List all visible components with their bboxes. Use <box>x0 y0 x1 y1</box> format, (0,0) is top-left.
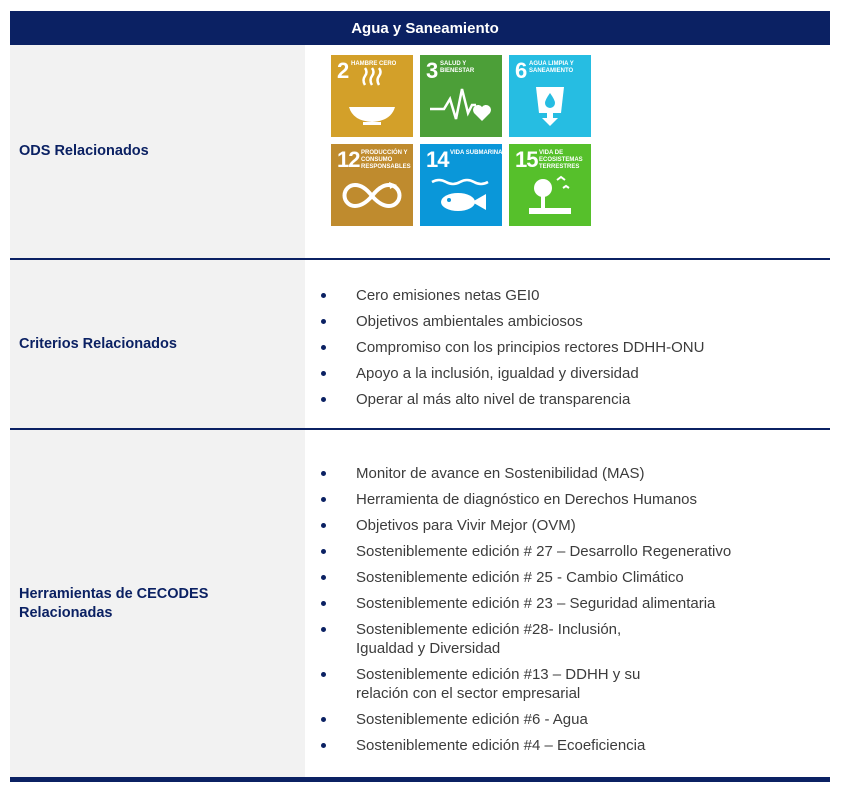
list-item: Operar al más alto nivel de transparencia <box>305 390 830 409</box>
sdg-number: 6 <box>515 58 527 83</box>
bullet-icon <box>321 743 326 748</box>
list-item: Sosteniblemente edición # 27 – Desarrollo Regenerativo <box>305 542 830 561</box>
sdg-title: HAMBRE CERO <box>351 61 397 67</box>
bullet-icon <box>321 293 326 298</box>
table-title: Agua y Saneamiento <box>351 19 499 37</box>
bullet-icon <box>321 627 326 632</box>
herramientas-list <box>305 464 830 762</box>
sdg-number: 2 <box>337 58 349 83</box>
herramientas-label-cell <box>10 430 305 777</box>
bullet-icon <box>321 471 326 476</box>
bowl-icon <box>331 55 413 137</box>
bullet-icon <box>321 717 326 722</box>
ods-label-cell <box>10 45 305 258</box>
herramientas-row <box>10 430 830 777</box>
sdg-tile-15 <box>509 144 591 226</box>
tree-icon <box>509 144 591 226</box>
fish-icon <box>420 144 502 226</box>
criterios-row <box>10 260 830 428</box>
sdg-number: 14 <box>426 147 449 172</box>
heartbeat-icon <box>420 55 502 137</box>
bullet-icon <box>321 672 326 677</box>
ods-row <box>10 45 830 258</box>
table-bottom-border <box>10 777 830 782</box>
bullet-icon <box>321 601 326 606</box>
ods-label: ODS Relacionados <box>19 143 149 159</box>
bullet-icon <box>321 575 326 580</box>
list-item: Sosteniblemente edición # 23 – Seguridad alimentaria <box>305 594 830 613</box>
infinity-icon <box>331 144 413 226</box>
criterios-label-cell <box>10 260 305 428</box>
sdg-number: 3 <box>426 58 438 83</box>
bullet-icon <box>321 397 326 402</box>
ods-icons-cell <box>305 45 830 258</box>
list-item: Objetivos ambientales ambiciosos <box>305 312 830 331</box>
sdg-tile-12 <box>331 144 413 226</box>
list-item: Compromiso con los principios rectores DDHH-ONU <box>305 338 830 357</box>
sdg-number: 15 <box>515 147 538 172</box>
table-header <box>10 11 830 45</box>
bullet-icon <box>321 497 326 502</box>
herramientas-label: Herramientas de CECODES Relacionadas <box>19 585 209 621</box>
list-item: Objetivos para Vivir Mejor (OVM) <box>305 516 830 535</box>
list-item: Sosteniblemente edición #4 – Ecoeficiencia <box>305 736 830 755</box>
sdg-tile-14 <box>420 144 502 226</box>
list-item: Sosteniblemente edición #13 – DDHH y su relación con el sector empresarial <box>305 665 830 703</box>
sdg-title: SALUD Y BIENESTAR <box>440 61 475 74</box>
list-item: Herramienta de diagnóstico en Derechos Humanos <box>305 490 830 509</box>
sdg-number: 12 <box>337 147 360 172</box>
list-item: Sosteniblemente edición #6 - Agua <box>305 710 830 729</box>
list-item: Sosteniblemente edición # 25 - Cambio Climático <box>305 568 830 587</box>
sdg-tile-2 <box>331 55 413 137</box>
sdg-title: AGUA LIMPIA Y SANEAMIENTO <box>529 61 574 74</box>
bullet-icon <box>321 371 326 376</box>
bullet-icon <box>321 319 326 324</box>
criterios-list-cell <box>305 260 830 428</box>
sdg-title: VIDA DE ECOSISTEMAS TERRESTRES <box>539 150 583 170</box>
sdg-title: PRODUCCIÓN Y CONSUMO RESPONSABLES <box>361 150 411 170</box>
water-glass-icon <box>509 55 591 137</box>
herramientas-list-cell <box>305 430 830 777</box>
sdg-tile-6 <box>509 55 591 137</box>
bullet-icon <box>321 523 326 528</box>
criterios-label: Criterios Relacionados <box>19 335 177 352</box>
bullet-icon <box>321 345 326 350</box>
sdg-title: VIDA SUBMARINA <box>450 150 502 156</box>
list-item: Sosteniblemente edición #28- Inclusión, Igualdad y Diversidad <box>305 620 830 658</box>
list-item: Monitor de avance en Sostenibilidad (MAS) <box>305 464 830 483</box>
bullet-icon <box>321 549 326 554</box>
info-table <box>10 11 830 782</box>
sdg-tile-3 <box>420 55 502 137</box>
sdg-grid <box>331 55 591 226</box>
list-item: Apoyo a la inclusión, igualdad y diversidad <box>305 364 830 383</box>
criterios-list <box>305 286 830 416</box>
list-item: Cero emisiones netas GEI0 <box>305 286 830 305</box>
